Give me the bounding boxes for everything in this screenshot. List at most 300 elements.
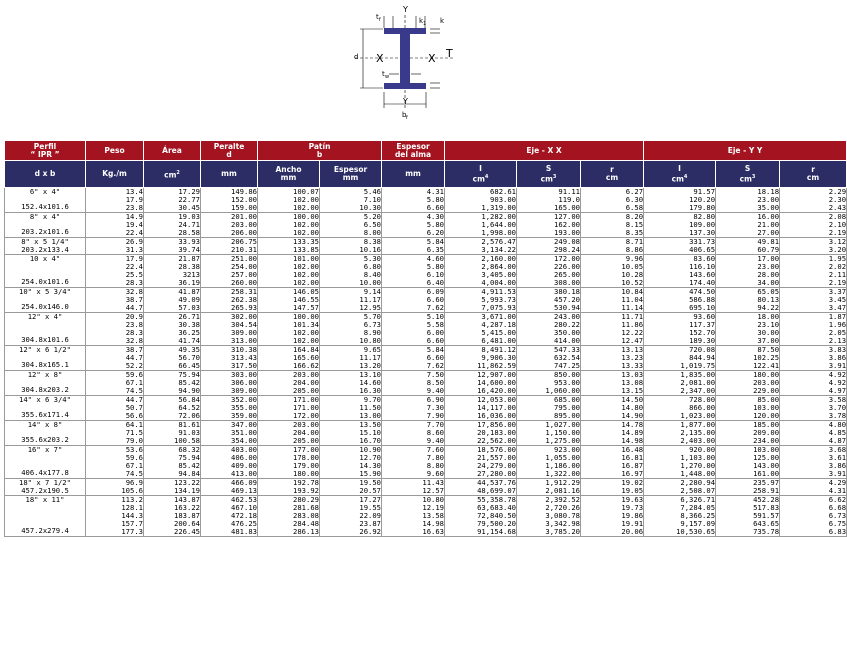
value: 102.00 xyxy=(293,336,319,345)
value: 166.62 xyxy=(293,361,319,370)
bf-sub: f xyxy=(406,115,408,121)
value-cell xyxy=(86,496,144,537)
value: 27,280.00 xyxy=(477,469,517,478)
value: 1,877.00 xyxy=(680,420,716,429)
value-cell xyxy=(517,421,581,446)
value-cell xyxy=(445,238,517,255)
profile-group-row xyxy=(5,188,847,213)
value: 235.97 xyxy=(753,478,780,487)
value: 125.00 xyxy=(753,453,780,462)
value: 20.06 xyxy=(621,527,644,536)
value: 122.41 xyxy=(753,361,780,370)
value-cell xyxy=(382,238,445,255)
value: 243.00 xyxy=(554,312,581,321)
value: 10.00 xyxy=(359,278,382,287)
value: 6,481.00 xyxy=(481,336,517,345)
value: 66.45 xyxy=(178,361,200,370)
bf-label: b xyxy=(402,111,407,119)
value: 20.9 xyxy=(125,312,143,321)
value: 30.45 xyxy=(178,203,200,212)
value: 12.22 xyxy=(621,328,644,337)
value-cell xyxy=(258,396,320,421)
value: 352.00 xyxy=(231,395,257,404)
value: 193.00 xyxy=(554,228,581,237)
value: 12.95 xyxy=(359,303,382,312)
value: 3213 xyxy=(182,270,200,279)
value: 2,403.00 xyxy=(680,436,716,445)
value: 72,840.50 xyxy=(477,511,517,520)
value: 30.00 xyxy=(757,328,780,337)
value: 11.17 xyxy=(359,295,382,304)
value: 8,491.12 xyxy=(481,345,517,354)
value-cell xyxy=(382,255,445,288)
value: 143.00 xyxy=(753,461,780,470)
value: 11.04 xyxy=(621,295,644,304)
value-cell xyxy=(716,346,780,371)
value: 1,060.00 xyxy=(545,386,581,395)
value-cell xyxy=(644,313,716,346)
value: 102.00 xyxy=(293,220,319,229)
unit-exponent: 4 xyxy=(484,173,489,180)
value-cell xyxy=(258,288,320,313)
value: 17,856.00 xyxy=(477,420,517,429)
value: 18.18 xyxy=(757,187,780,196)
profile-label-cell xyxy=(5,255,86,288)
value-cell xyxy=(144,496,201,537)
value: 203.00 xyxy=(293,370,319,379)
value: 39.74 xyxy=(178,245,200,254)
value: 146.05 xyxy=(293,287,319,296)
value: 3,405.00 xyxy=(481,270,517,279)
value: 19.03 xyxy=(178,212,200,221)
value: 284.48 xyxy=(293,519,319,528)
value: 38.7 xyxy=(125,295,143,304)
value: 795.00 xyxy=(554,403,581,412)
value: 49.35 xyxy=(178,345,200,354)
value: 5.10 xyxy=(426,312,445,321)
value: 36.25 xyxy=(178,328,200,337)
value-cell xyxy=(716,188,780,213)
tf-label: t xyxy=(376,13,379,21)
value: 119.0 xyxy=(558,195,581,204)
value: 35.00 xyxy=(757,203,780,212)
value: 7.62 xyxy=(426,303,445,312)
value-cell xyxy=(445,313,517,346)
value: 923.00 xyxy=(554,445,581,454)
value-cell xyxy=(258,238,320,255)
value: 10.16 xyxy=(359,245,382,254)
bottom-flange xyxy=(384,83,426,89)
value: 8.60 xyxy=(426,428,445,437)
value-cell xyxy=(780,288,847,313)
value: 3,134.22 xyxy=(481,245,517,254)
value: 6.20 xyxy=(426,228,445,237)
value: 3.91 xyxy=(828,361,847,370)
value: 4.92 xyxy=(828,370,847,379)
value: 36.19 xyxy=(178,278,200,287)
value: 8.50 xyxy=(426,378,445,387)
value: 7.90 xyxy=(426,411,445,420)
x-right-label: X xyxy=(428,52,436,65)
value: 102.00 xyxy=(293,228,319,237)
profile-size-mm: 457.2x190.5 xyxy=(21,486,69,495)
value-cell xyxy=(320,188,382,213)
value: 1,448.00 xyxy=(680,469,716,478)
value: 1,322.00 xyxy=(545,469,581,478)
value: 4,004.00 xyxy=(481,278,517,287)
value: 695.10 xyxy=(689,303,716,312)
value: 3.20 xyxy=(828,245,847,254)
profile-label-cell xyxy=(5,188,86,213)
unit-exponent: 3 xyxy=(751,173,756,180)
profile-label-cell xyxy=(5,346,86,371)
profile-size-inches: 8" x 4" xyxy=(29,212,61,221)
value: 101.00 xyxy=(293,254,319,263)
value: 91.57 xyxy=(693,187,716,196)
value: 2,508.07 xyxy=(680,486,716,495)
value: 82.80 xyxy=(693,212,716,221)
value-cell xyxy=(780,313,847,346)
value: 9.65 xyxy=(363,345,382,354)
value: 79,500.20 xyxy=(477,519,517,528)
value: 102.00 xyxy=(293,270,319,279)
value: 100.00 xyxy=(293,312,319,321)
value: 6.73 xyxy=(828,511,847,520)
value-cell xyxy=(382,496,445,537)
value: 101.34 xyxy=(293,320,319,329)
unit-exponent: 4 xyxy=(683,173,688,180)
value: 22,562.00 xyxy=(477,436,517,445)
value-cell xyxy=(382,288,445,313)
value: 19.55 xyxy=(359,503,382,512)
value-cell xyxy=(517,496,581,537)
value: 2,576.47 xyxy=(481,237,517,246)
value-cell xyxy=(517,255,581,288)
value: 14,600.00 xyxy=(477,378,517,387)
profile-group-row xyxy=(5,346,847,371)
value-cell xyxy=(581,396,644,421)
value-cell xyxy=(716,288,780,313)
column-group-header: Peralte d xyxy=(201,141,258,161)
value: 14.9 xyxy=(125,212,143,221)
value: 157.7 xyxy=(121,519,143,528)
value: 64.1 xyxy=(125,420,143,429)
value-cell xyxy=(716,371,780,396)
value: 19.73 xyxy=(621,503,644,512)
value-cell xyxy=(716,313,780,346)
value: 7.62 xyxy=(426,361,445,370)
value: 9,906.30 xyxy=(481,353,517,362)
profile-group-row xyxy=(5,213,847,238)
value: 5.20 xyxy=(363,212,382,221)
value: 26.92 xyxy=(359,527,382,536)
value: 18.00 xyxy=(757,312,780,321)
profile-size-mm: 304.8x101.6 xyxy=(21,335,69,344)
value: 100.00 xyxy=(293,212,319,221)
profile-size-inches: 12" x 6 1/2" xyxy=(19,345,71,354)
value-cell xyxy=(644,238,716,255)
value-cell xyxy=(86,346,144,371)
value: 22.4 xyxy=(125,228,143,237)
value-cell xyxy=(258,188,320,213)
value: 6.30 xyxy=(625,195,644,204)
value: 16,036.00 xyxy=(477,411,517,420)
value-cell xyxy=(581,346,644,371)
value: 1,270.00 xyxy=(680,461,716,470)
value: 9.14 xyxy=(363,287,382,296)
value: 403.00 xyxy=(231,445,257,454)
value: 91,154.68 xyxy=(477,527,517,536)
value: 280.29 xyxy=(293,495,319,504)
value: 469.13 xyxy=(231,486,257,495)
value: 747.25 xyxy=(554,361,581,370)
value-cell xyxy=(201,396,258,421)
value: 347.00 xyxy=(231,420,257,429)
value: 9.60 xyxy=(426,469,445,478)
value: 55,358.78 xyxy=(477,495,517,504)
value-cell xyxy=(780,446,847,479)
value: 24,279.00 xyxy=(477,461,517,470)
value: 94.84 xyxy=(178,469,200,478)
value: 280.22 xyxy=(554,320,581,329)
value-cell xyxy=(201,255,258,288)
value: 586.88 xyxy=(689,295,716,304)
k1-label: k xyxy=(419,17,424,25)
value-cell xyxy=(382,479,445,496)
profile-size-inches: 12" x 8" xyxy=(27,370,63,379)
value: 164.84 xyxy=(293,345,319,354)
value-cell xyxy=(445,421,517,446)
value: 258.31 xyxy=(231,287,257,296)
value-cell xyxy=(581,255,644,288)
value: 49.81 xyxy=(757,237,780,246)
value: 3.61 xyxy=(828,453,847,462)
value: 8,366.25 xyxy=(680,511,716,520)
value-cell xyxy=(201,238,258,255)
value-cell xyxy=(201,496,258,537)
value: 2.08 xyxy=(828,212,847,221)
value: 283.08 xyxy=(293,511,319,520)
value: 9.70 xyxy=(363,395,382,404)
value-cell xyxy=(581,496,644,537)
value-cell xyxy=(716,238,780,255)
value: 1,019.75 xyxy=(680,361,716,370)
value: 59.6 xyxy=(125,453,143,462)
value-cell xyxy=(144,479,201,496)
value: 109.00 xyxy=(689,220,716,229)
value-cell xyxy=(258,446,320,479)
value: 134.19 xyxy=(174,486,200,495)
value-cell xyxy=(201,188,258,213)
value: 6.80 xyxy=(363,262,382,271)
value: 19.05 xyxy=(621,486,644,495)
value-cell xyxy=(201,346,258,371)
value: 351.00 xyxy=(231,428,257,437)
ipr-profiles-table xyxy=(4,140,847,537)
value: 10.80 xyxy=(359,336,382,345)
profile-size-inches: 14" x 8" xyxy=(27,420,63,429)
value: 10.90 xyxy=(359,445,382,454)
value-cell xyxy=(201,313,258,346)
value: 19.50 xyxy=(359,478,382,487)
value: 481.83 xyxy=(231,527,257,536)
column-unit-header: mm xyxy=(382,161,445,188)
value: 206.00 xyxy=(231,228,257,237)
column-unit-header: I $cm^4$ xyxy=(644,161,716,188)
value-cell xyxy=(86,238,144,255)
profile-size-inches: 8" x 5 1/4" xyxy=(21,237,69,246)
value: 10,530.65 xyxy=(676,527,716,536)
value: 850.00 xyxy=(554,370,581,379)
value: 1.95 xyxy=(828,254,847,263)
value: 5.84 xyxy=(426,237,445,246)
value-cell xyxy=(144,238,201,255)
value: 32.8 xyxy=(125,287,143,296)
value: 8.20 xyxy=(625,212,644,221)
profile-size-mm: 152.4x101.6 xyxy=(21,202,69,211)
value-cell xyxy=(581,288,644,313)
value-cell xyxy=(644,255,716,288)
value: 16.00 xyxy=(757,212,780,221)
value: 591.57 xyxy=(753,511,780,520)
value: 16.30 xyxy=(359,386,382,395)
value: 1,912.29 xyxy=(545,478,581,487)
value: 472.18 xyxy=(231,511,257,520)
profile-size-inches: 18" x 7 1/2" xyxy=(19,478,71,487)
value-cell xyxy=(517,188,581,213)
value: 23.8 xyxy=(125,320,143,329)
value-cell xyxy=(320,255,382,288)
value: 6.83 xyxy=(828,527,847,536)
value: 204.00 xyxy=(293,378,319,387)
value: 5.80 xyxy=(426,195,445,204)
value: 10.28 xyxy=(621,270,644,279)
value: 74.5 xyxy=(125,469,143,478)
value: 189.30 xyxy=(689,336,716,345)
value: 63,683.40 xyxy=(477,503,517,512)
value: 11.50 xyxy=(359,403,382,412)
profile-size-mm: 304.8x203.2 xyxy=(21,385,69,394)
value: 59.6 xyxy=(125,370,143,379)
value: 350.00 xyxy=(554,328,581,337)
profile-size-inches: 14" x 6 3/4" xyxy=(19,395,71,404)
t-label: T xyxy=(446,47,453,60)
value: 8.38 xyxy=(363,237,382,246)
value: 2.05 xyxy=(828,328,847,337)
value-cell xyxy=(517,288,581,313)
value-cell xyxy=(201,288,258,313)
value: 226.00 xyxy=(554,262,581,271)
value: 355.00 xyxy=(231,403,257,412)
value: 8.40 xyxy=(363,270,382,279)
column-unit-header: I $cm^4$ xyxy=(445,161,517,188)
value: 87.50 xyxy=(757,345,780,354)
value-cell xyxy=(320,288,382,313)
column-unit-header: d x b xyxy=(5,161,86,188)
value: 193.92 xyxy=(293,486,319,495)
value: 251.00 xyxy=(231,254,257,263)
value: 413.00 xyxy=(231,469,257,478)
k-label: k xyxy=(440,17,445,25)
value: 14.98 xyxy=(422,519,445,528)
value: 16,420.00 xyxy=(477,386,517,395)
value: 14.90 xyxy=(621,411,644,420)
value: 3.12 xyxy=(828,237,847,246)
value: 80.13 xyxy=(757,295,780,304)
value-cell xyxy=(517,479,581,496)
value: 38.7 xyxy=(125,345,143,354)
value: 8.00 xyxy=(363,228,382,237)
value: 474.50 xyxy=(689,287,716,296)
value: 17.27 xyxy=(359,495,382,504)
value-cell xyxy=(320,496,382,537)
profile-group-row xyxy=(5,496,847,537)
value: 9.40 xyxy=(426,436,445,445)
value: 1,275.00 xyxy=(545,436,581,445)
column-unit-header: r cm xyxy=(581,161,644,188)
value: 4.80 xyxy=(828,420,847,429)
value: 3.86 xyxy=(828,461,847,470)
value: 8.86 xyxy=(625,245,644,254)
value: 44.7 xyxy=(125,395,143,404)
value: 309.00 xyxy=(231,386,257,395)
value: 71.5 xyxy=(125,428,143,437)
value: 13.03 xyxy=(621,370,644,379)
value: 17.29 xyxy=(178,187,200,196)
value: 1,027.00 xyxy=(545,420,581,429)
value: 313.00 xyxy=(231,336,257,345)
value: 103.00 xyxy=(753,403,780,412)
value: 11.71 xyxy=(621,312,644,321)
value-cell xyxy=(258,255,320,288)
value: 15.10 xyxy=(359,428,382,437)
value: 728.00 xyxy=(689,395,716,404)
value: 5.84 xyxy=(426,345,445,354)
column-unit-header: Ancho mm xyxy=(258,161,320,188)
value: 152.70 xyxy=(689,328,716,337)
value-cell xyxy=(445,346,517,371)
value: 380.18 xyxy=(554,287,581,296)
column-group-header: Espesor del alma xyxy=(382,141,445,161)
profile-size-mm: 254.0x101.6 xyxy=(21,277,69,286)
value-cell xyxy=(716,479,780,496)
value: 91.11 xyxy=(558,187,581,196)
value: 18,576.00 xyxy=(477,445,517,454)
value: 133.85 xyxy=(293,245,319,254)
value-cell xyxy=(382,188,445,213)
value: 414.00 xyxy=(554,336,581,345)
value-cell xyxy=(780,371,847,396)
value: 6.27 xyxy=(625,187,644,196)
value-cell xyxy=(517,313,581,346)
value-cell xyxy=(716,496,780,537)
value: 28.58 xyxy=(178,228,200,237)
value: 11.86 xyxy=(621,320,644,329)
value: 13.08 xyxy=(621,378,644,387)
value: 476.25 xyxy=(231,519,257,528)
value: 56.84 xyxy=(178,395,200,404)
column-group-header: Eje - X X xyxy=(445,141,644,161)
value: 19.91 xyxy=(621,519,644,528)
value: 67.1 xyxy=(125,378,143,387)
value: 466.09 xyxy=(231,478,257,487)
value: 1,319.00 xyxy=(481,203,517,212)
value: 331.73 xyxy=(689,237,716,246)
value: 171.00 xyxy=(293,403,319,412)
value: 303.00 xyxy=(231,370,257,379)
value: 308.00 xyxy=(554,278,581,287)
profile-label-cell xyxy=(5,479,86,496)
